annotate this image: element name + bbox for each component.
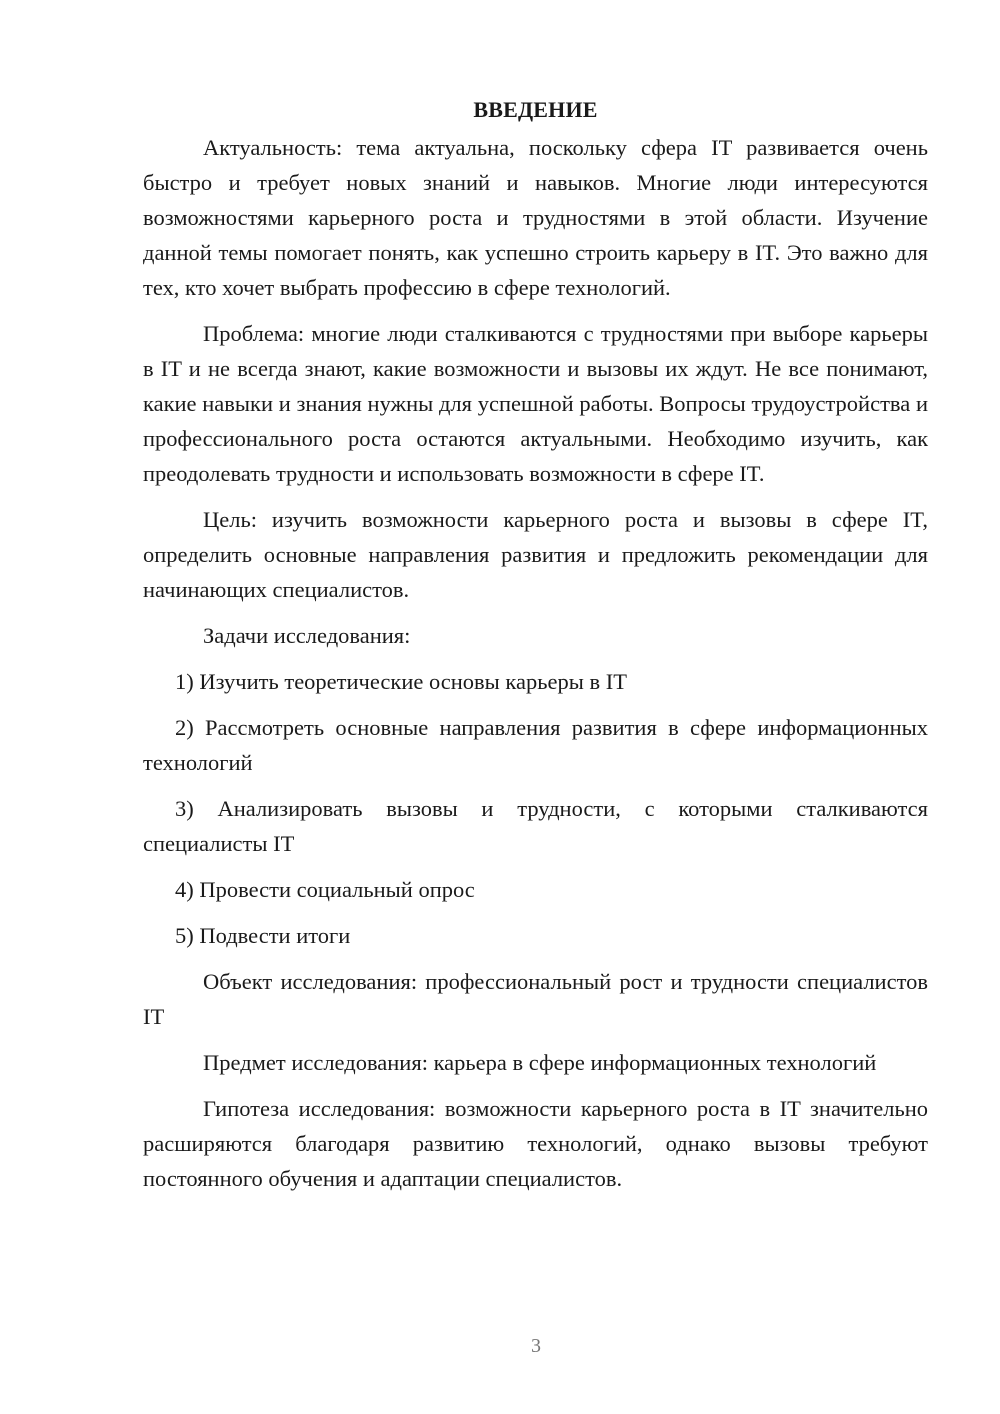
research-subject-paragraph: Предмет исследования: карьера в сфере информационных технологий xyxy=(203,1050,877,1075)
task-item-2: 2) Рассмотреть основные направления развития в сфере информационных технологий xyxy=(143,715,928,775)
task-item-1: 1) Изучить теоретические основы карьеры в IT xyxy=(175,669,627,694)
relevance-paragraph: Актуальность: тема актуальна, поскольку сфера IT развивается очень быстро и требует новых знаний и навыков. Многие люди интересуются возможностями карьерного роста и трудностями в этой области. Изучение данной темы помогает понять, как успешно строить карьеру в IT. Это важно для тех, кто хочет выбрать профессию в сфере технологий. xyxy=(143,135,928,300)
hypothesis-paragraph: Гипотеза исследования: возможности карьерного роста в IT значительно расширяются благодаря развитию технологий, однако вызовы требуют постоянного обучения и адаптации специалистов. xyxy=(143,1096,928,1191)
task-item-4: 4) Провести социальный опрос xyxy=(175,877,475,902)
page-title: ВВЕДЕНИЕ xyxy=(473,97,598,122)
page-content xyxy=(143,92,928,1207)
tasks-heading: Задачи исследования: xyxy=(203,623,411,648)
task-item-3: 3) Анализировать вызовы и трудности, с которыми сталкиваются специалисты IT xyxy=(143,796,928,856)
page-number: 3 xyxy=(531,1335,541,1357)
task-item-5: 5) Подвести итоги xyxy=(175,923,351,948)
research-object-paragraph: Объект исследования: профессиональный рост и трудности специалистов IT xyxy=(143,969,928,1029)
goal-paragraph: Цель: изучить возможности карьерного роста и вызовы в сфере IT, определить основные направления развития и предложить рекомендации для начинающих специалистов. xyxy=(143,507,928,602)
problem-paragraph: Проблема: многие люди сталкиваются с трудностями при выборе карьеры в IT и не всегда знают, какие возможности и вызовы их ждут. Не все понимают, какие навыки и знания нужны для успешной работы. Вопросы трудоустройства и профессионального роста остаются актуальными. Необходимо изучить, как преодолевать трудности и использовать возможности в сфере IT. xyxy=(143,321,928,486)
